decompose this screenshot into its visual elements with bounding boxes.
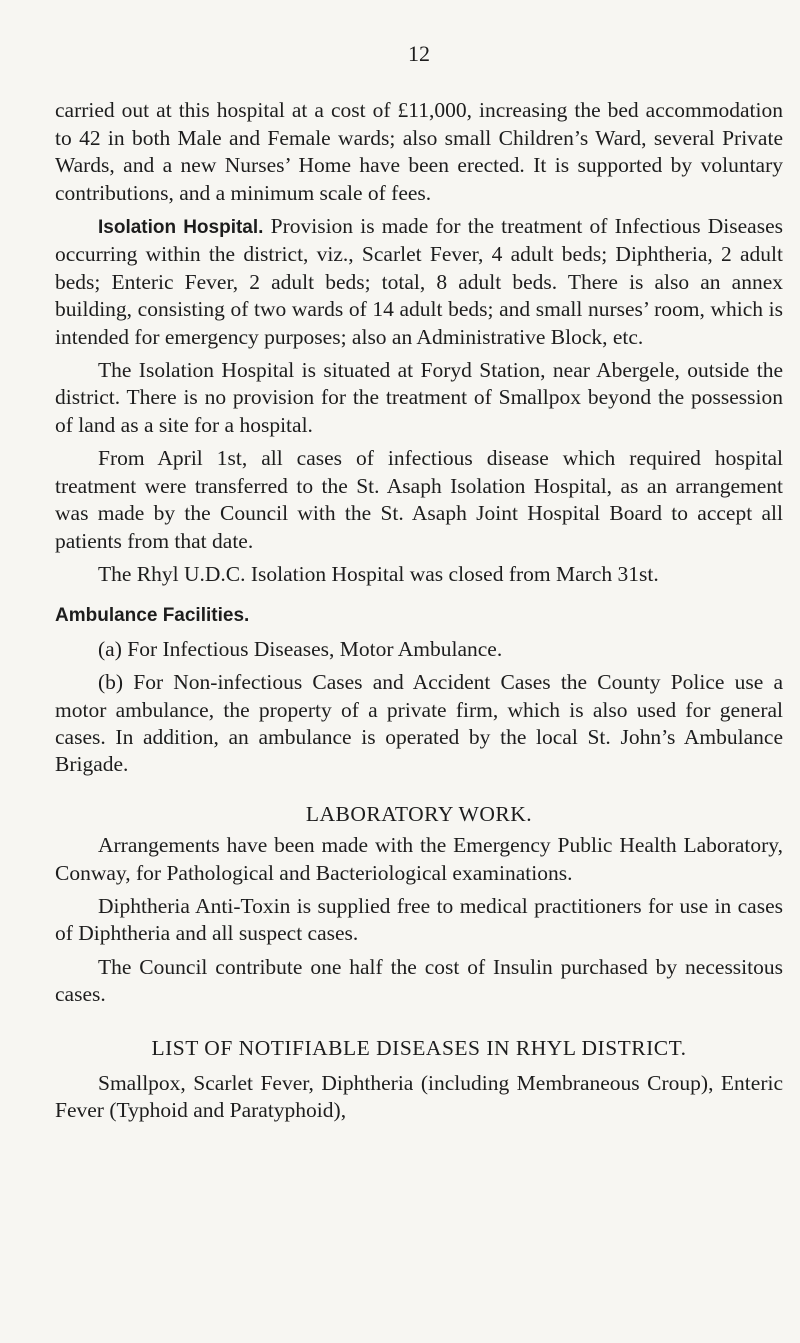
page-number: 12 bbox=[408, 41, 430, 66]
paragraph-laboratory-arrangements: Arrangements have been made with the Emergency Public Health Laboratory, Conway, for Pathological and Bacteriological examinations. bbox=[55, 833, 783, 885]
paragraph-hospital-cost: carried out at this hospital at a cost of £11,000, increasing the bed accommodation to 42 in both Male and Female wards; also small Children’s Ward, several Private Wards, and a new Nurses’ Home have been erected. It is supported by voluntary contributions, and a minimum scale of fees. bbox=[55, 98, 783, 205]
paragraph-ambulance-b: (b) For Non-infectious Cases and Accident Cases the County Police use a motor ambulance, the property of a private firm, which is also used for general cases. In addition, an ambulance is operated by the local St. John’s Ambulance Brigade. bbox=[55, 670, 783, 777]
paragraph-notifiable-diseases: Smallpox, Scarlet Fever, Diphtheria (including Membraneous Croup), Enteric Fever (Typhoid and Paratyphoid), bbox=[55, 1071, 783, 1123]
document-page bbox=[55, 40, 783, 1125]
laboratory-work-heading: LABORATORY WORK. bbox=[305, 801, 533, 826]
paragraph-st-asaph-transfer: From April 1st, all cases of infectious disease which required hospital treatment were transferred to the St. Asaph Isolation Hospital, as an arrangement was made by the Council with the St. Asaph Joint Hospital Board to accept all patients from that date. bbox=[55, 446, 783, 553]
isolation-hospital-heading: Isolation Hospital. bbox=[98, 217, 264, 239]
isolation-hospital-text: Provision is made for the treatment of Infectious Diseases occurring within the district, viz., Scarlet Fever, 4 adult beds; Diphtheria, 2 adult beds; Enteric Fever, 2 adult beds; total, 8 adult beds. There is also an annex building, consisting of two wards of 14 adult beds; and small nurses’ room, which is intended for emergency purposes; also an Administrative Block, etc. bbox=[55, 214, 784, 349]
notifiable-diseases-heading: LIST OF NOTIFIABLE DISEASES IN RHYL DISTRICT. bbox=[151, 1035, 687, 1060]
paragraph-anti-toxin: Diphtheria Anti-Toxin is supplied free to medical practitioners for use in cases of Diphtheria and all suspect cases. bbox=[55, 893, 783, 946]
ambulance-facilities-heading: Ambulance Facilities. bbox=[55, 605, 250, 627]
paragraph-ambulance-a: (a) For Infectious Diseases, Motor Ambulance. bbox=[98, 636, 503, 661]
paragraph-isolation-hospital bbox=[55, 213, 783, 351]
paragraph-insulin: The Council contribute one half the cost of Insulin purchased by necessitous cases. bbox=[55, 954, 783, 1007]
paragraph-foryd-station: The Isolation Hospital is situated at Foryd Station, near Abergele, outside the district. There is no provision for the treatment of Smallpox beyond the possession of land as a site for a hospital. bbox=[55, 358, 783, 437]
paragraph-rhyl-closure: The Rhyl U.D.C. Isolation Hospital was closed from March 31st. bbox=[98, 561, 659, 586]
